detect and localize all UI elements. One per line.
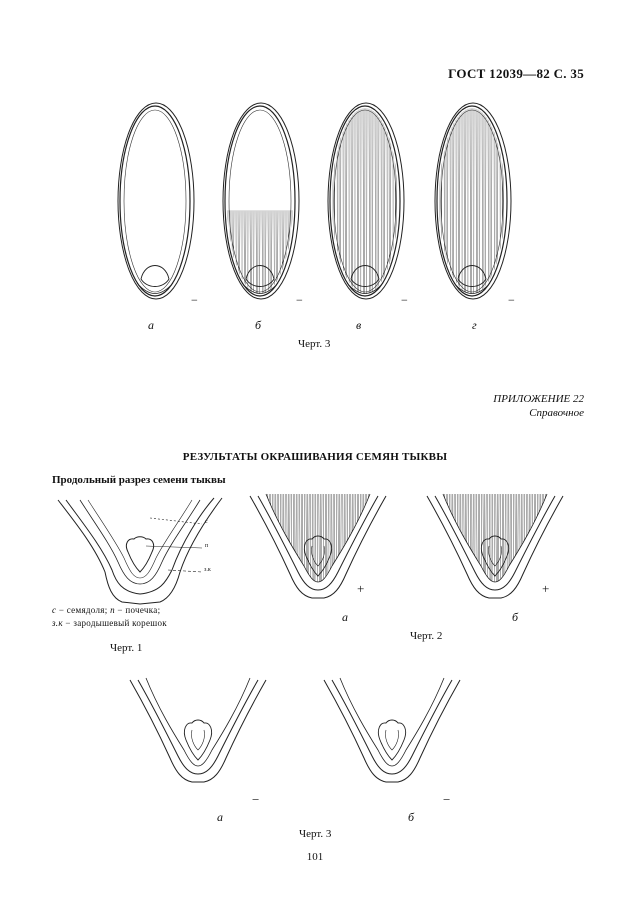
seed-3-coat-outer (435, 103, 511, 299)
fig3-b-label: б (408, 810, 415, 824)
seed-1 (223, 103, 303, 307)
fig3-1-svg (322, 678, 462, 788)
page-number: 101 (306, 851, 324, 863)
appendix-type: Справочное (529, 407, 584, 419)
fig2-0-stain (258, 494, 378, 586)
fig3-0-outline (130, 678, 266, 782)
seed-3 (435, 103, 515, 307)
fig3-a-sign: − (252, 792, 260, 807)
page-header: ГОСТ 12039—82 С. 35 (448, 66, 584, 81)
seed-0-coat-inner (120, 106, 190, 296)
seed-1-coat-outer (223, 103, 299, 299)
fig3-a-label: а (217, 810, 223, 824)
seed-1-coat-inner (225, 106, 295, 296)
seed-0 (118, 103, 198, 307)
callout-c: с (205, 519, 208, 525)
seed-2 (328, 103, 408, 307)
appendix-block (493, 392, 584, 420)
fig2-b-label: б (512, 610, 519, 624)
seeds-svg (110, 98, 600, 318)
fig3-caption: Черт. 3 (299, 828, 332, 840)
seed-a-label: а (148, 318, 154, 332)
seed-0-sign: − (191, 293, 198, 307)
seed-0-coat-outer (118, 103, 194, 299)
fig2-b-sign: + (542, 581, 550, 596)
callout-p: п (205, 543, 209, 549)
seed-3-sign: − (508, 293, 515, 307)
fig3-b-sign: − (443, 792, 451, 807)
appendix-number: ПРИЛОЖЕНИЕ 22 (493, 393, 584, 405)
seed-v-label: в (356, 318, 362, 332)
fig2-0-svg (248, 494, 388, 604)
fig1-section-drawing (50, 492, 230, 610)
callout-zk: з.к (204, 567, 211, 573)
seed-b-label: б (255, 318, 262, 332)
seed-g-label: г (472, 318, 477, 332)
top-figure-caption: Черт. 3 (298, 338, 331, 350)
seed-0-embryo (141, 266, 169, 287)
legend-p-abbr: п (110, 605, 115, 615)
section-title: РЕЗУЛЬТАТЫ ОКРАШИВАНИЯ СЕМЯН ТЫКВЫ (182, 451, 448, 463)
fig3-0-svg (128, 678, 268, 788)
fig2-a-sign: + (357, 581, 365, 596)
seed-1-stain (226, 210, 295, 294)
seed-3-stain (438, 108, 506, 294)
fig1-caption: Черт. 1 (110, 642, 143, 654)
fig2-0-outline (250, 494, 386, 598)
fig2-caption: Черт. 2 (410, 630, 443, 642)
seed-2-coat-outer (328, 103, 404, 299)
fig3-1-outline (324, 678, 460, 782)
legend-p-text: − почечка; (114, 605, 161, 615)
legend-c-abbr: с (52, 605, 57, 615)
fig1-legend (52, 604, 222, 630)
seed-0-cotyledon (124, 110, 186, 292)
fig2-1-stain (435, 494, 555, 586)
seed-1-sign: − (296, 293, 303, 307)
seed-2-sign: − (401, 293, 408, 307)
seed-2-stain (331, 108, 399, 294)
fig2-a-label: а (342, 610, 348, 624)
legend-zk-abbr: з.к (52, 618, 63, 628)
legend-c-text: − семядоля; (56, 605, 111, 615)
section-subtitle: Продольный разрез семени тыквы (52, 474, 226, 486)
legend-zk-text: − зародышевый корешок (62, 618, 167, 628)
